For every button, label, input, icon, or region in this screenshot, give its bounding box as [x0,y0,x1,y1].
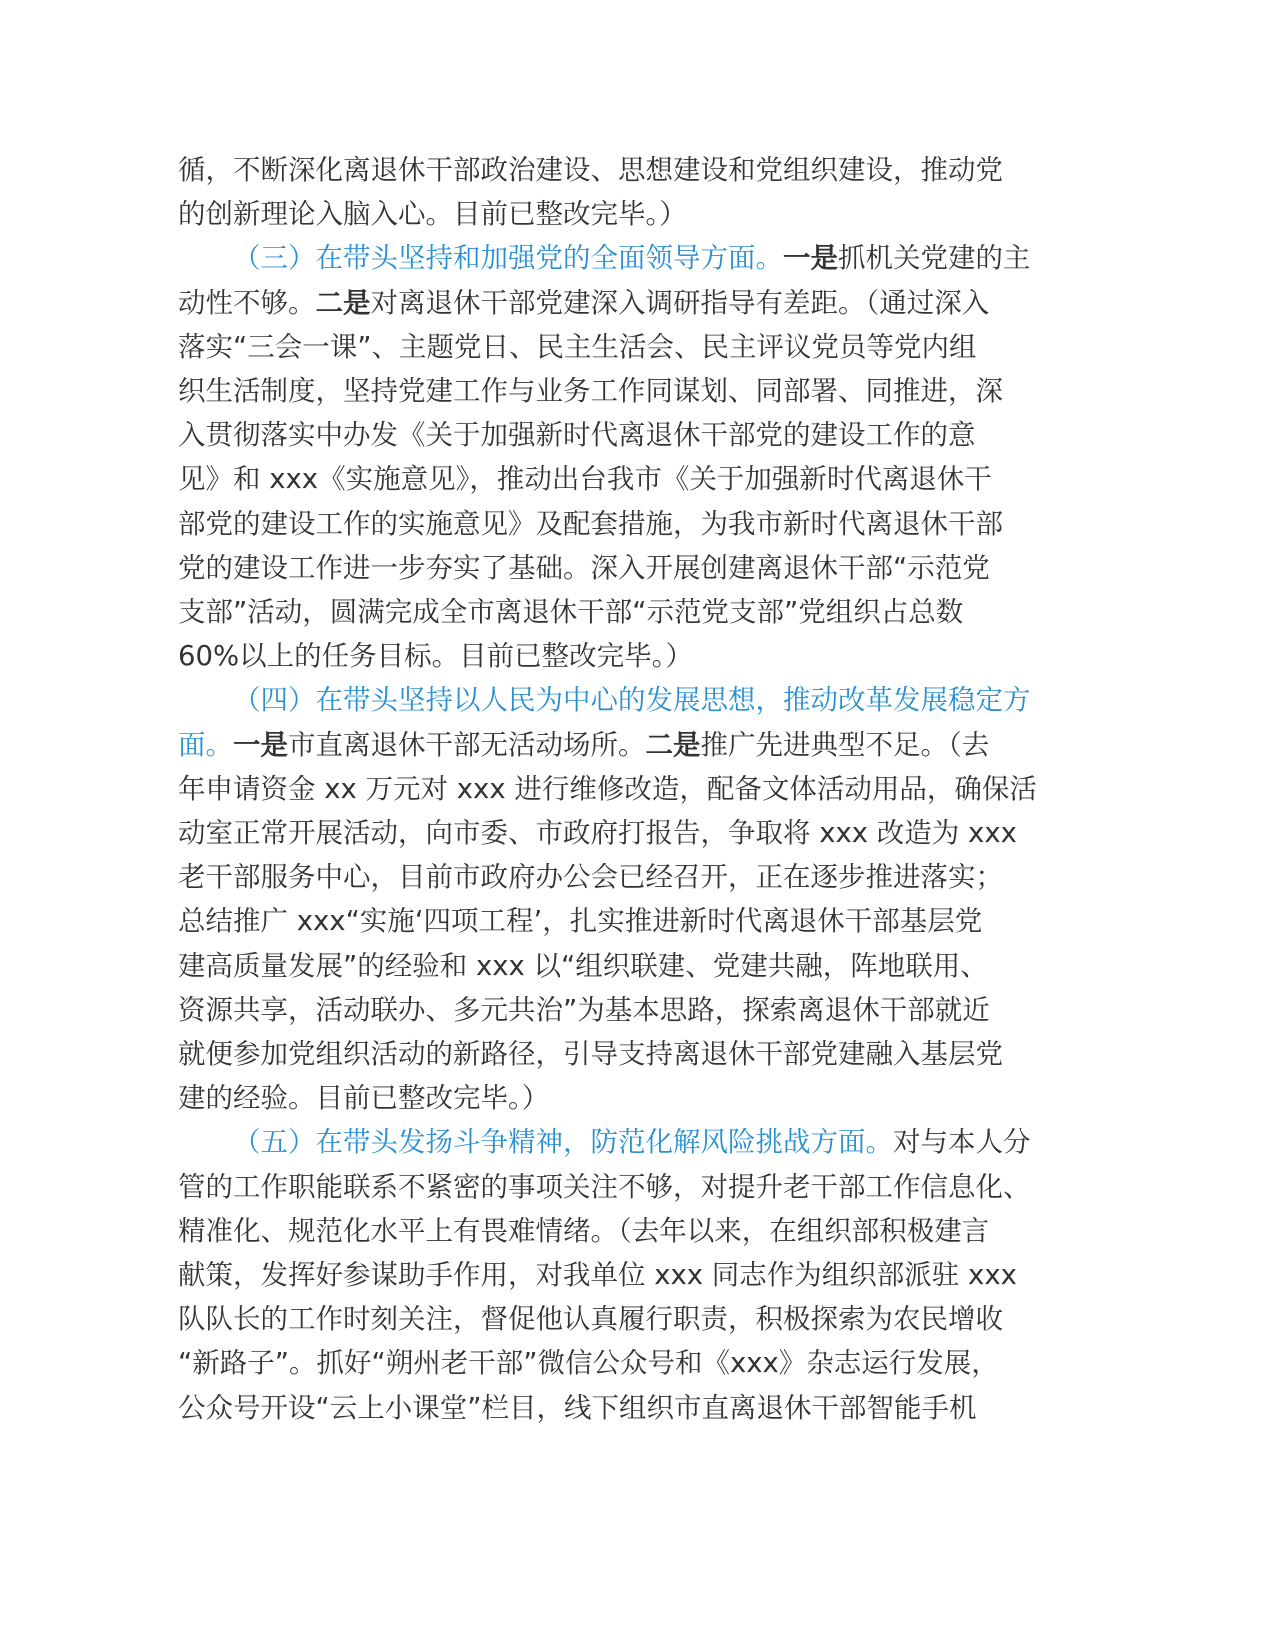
text-line [178,1164,1031,1210]
text-line [178,324,977,370]
text-line [233,235,1031,281]
body-text: 循，不断深化离退休干部政治建设、思想建设和党组织建设，推动党 [178,154,1003,186]
body-text: 建的经验。目前已整改完毕。） [178,1082,550,1115]
body-text: 党的建设工作进一步夯实了基础。深入开展创建离退休干部“示范党 [178,551,990,584]
body-text: 动性不够。 [178,286,316,319]
text-line [178,1296,1003,1342]
text-line [178,191,687,237]
text-line [178,633,693,679]
text-line [178,766,1037,812]
body-text: 60%以上的任务目标。目前已整改完毕。） [178,640,693,673]
body-text: 队队长的工作时刻关注，督促他认真履行职责，积极探索为农民增收 [178,1303,1003,1336]
text-line [178,412,976,458]
section-heading-text: （五）在带头发扬斗争精神，防范化解风险挑战方面。 [233,1126,893,1159]
text-line [178,280,989,326]
text-line [178,456,992,502]
text-line [178,1031,1003,1077]
text-line [178,1385,977,1431]
body-text: 支部”活动，圆满完成全市离退休干部“示范党支部”党组织占总数 [178,596,964,628]
body-text: 献策，发挥好参谋助手作用，对我单位 xxx 同志作为组织部派驻 xxx [178,1259,1017,1291]
body-text: 总结推广 xxx“实施‘四项工程’，扎实推进新时代离退休干部基层党 [178,905,983,938]
body-text: 的创新理论入脑入心。目前已整改完毕。） [178,198,687,231]
body-text: 对离退休干部党建深入调研指导有差距。（通过深入 [370,286,990,319]
text-line [233,1119,1031,1165]
text-line [178,943,988,989]
body-text: 就便参加党组织活动的新路径，引导支持离退休干部党建融入基层党 [178,1038,1003,1070]
text-line [178,722,989,768]
body-text: 建高质量发展”的经验和 xxx 以“组织联建、党建共融，阵地联用、 [178,949,988,982]
text-line [178,1340,999,1386]
bold-marker-text: 一是 [233,728,288,761]
body-text: 公众号开设“云上小课堂”栏目，线下组织市直离退休干部智能手机 [178,1391,977,1424]
text-line [178,368,1003,414]
bold-marker-text: 二是 [645,728,701,761]
body-text: 动室正常开展活动，向市委、市政府打报告，争取将 xxx 改造为 xxx [178,817,1017,849]
text-line [178,589,963,635]
section-heading-text: （三）在带头坚持和加强党的全面领导方面。 [233,242,783,275]
body-text: 抓机关党建的主 [838,242,1031,275]
body-text: 年申请资金 xx 万元对 xxx 进行维修改造，配备文体活动用品，确保活 [178,772,1037,805]
body-text: 资源共享，活动联办、多元共治”为基本思路，探索离退休干部就近 [178,993,990,1026]
text-line [178,501,1003,547]
text-line [178,1208,989,1254]
body-text: 管的工作职能联系不紧密的事项关注不够，对提升老干部工作信息化、 [178,1170,1031,1203]
body-text: 对与本人分 [893,1126,1031,1159]
body-text: 入贯彻落实中办发《关于加强新时代离退休干部党的建设工作的意 [178,419,976,452]
text-line [233,677,1031,723]
text-line [178,854,1003,900]
text-line [178,545,990,591]
text-line [178,898,982,944]
text-line [178,1252,1017,1298]
text-line [178,1075,549,1121]
body-text: 老干部服务中心，目前市政府办公会已经召开，正在逐步推进落实； [178,861,1003,894]
body-text: 推广先进典型不足。（去 [700,728,990,761]
text-line [178,810,1017,856]
text-line [178,987,990,1033]
body-text: “新路子”。抓好“朔州老干部”微信公众号和《xxx》杂志运行发展， [178,1347,999,1380]
section-heading-text: （四）在带头坚持以人民为中心的发展思想，推动改革发展稳定方 [233,684,1031,717]
section-heading-text: 面。 [178,728,233,761]
body-text: 织生活制度，坚持党建工作与业务工作同谋划、同部署、同推进，深 [178,375,1003,407]
bold-marker-text: 二是 [315,286,371,319]
body-text: 精准化、规范化水平上有畏难情绪。（去年以来，在组织部积极建言 [178,1214,990,1247]
body-text: 部党的建设工作的实施意见》及配套措施，为我市新时代离退休干部 [178,507,1003,540]
body-text: 落实“三会一课”、主题党日、民主生活会、民主评议党员等党内组 [178,330,977,363]
body-text: 见》和 xxx《实施意见》，推动出台我市《关于加强新时代离退休干 [178,463,992,496]
body-text: 市直离退休干部无活动场所。 [288,728,646,761]
bold-marker-text: 一是 [783,242,838,275]
text-line [178,147,1003,193]
